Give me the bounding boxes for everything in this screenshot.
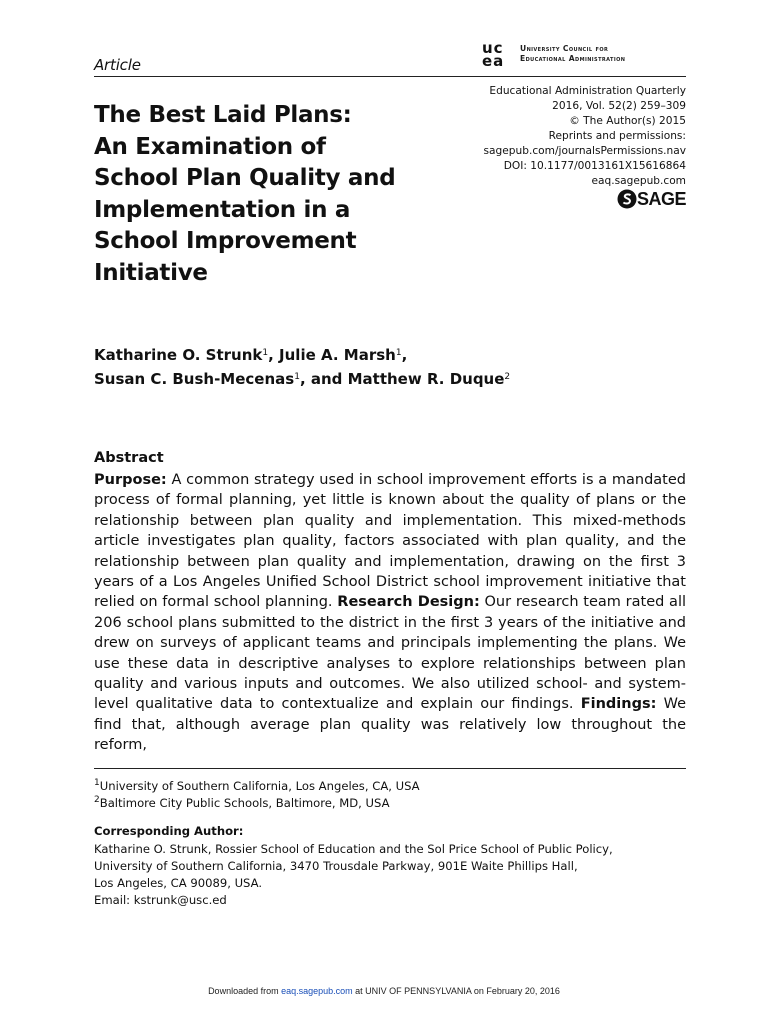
- download-notice: [0, 986, 768, 996]
- abstract-paragraph: [94, 470, 686, 756]
- download-prefix: Downloaded from: [208, 986, 282, 996]
- journal-site-link[interactable]: eaq.sagepub.com: [591, 175, 686, 187]
- title-line: Initiative: [94, 259, 208, 286]
- affiliation-text: University of Southern California, Los Angeles, CA, USA: [99, 779, 420, 793]
- affiliation-marker: 1: [294, 372, 300, 382]
- corresponding-line: Los Angeles, CA 90089, USA.: [94, 876, 263, 890]
- ucea-letters-bottom: ea: [482, 52, 505, 70]
- corresponding-author-heading: Corresponding Author:: [94, 824, 244, 838]
- ucea-logo-letters: [482, 39, 520, 70]
- ucea-name-line1: University Council for: [520, 44, 609, 53]
- purpose-label: Purpose:: [94, 472, 167, 488]
- download-link[interactable]: eaq.sagepub.com: [281, 986, 353, 996]
- author-name: Katharine O. Strunk: [94, 346, 263, 364]
- affiliation-item: [94, 778, 686, 795]
- corresponding-line: Katharine O. Strunk, Rossier School of Education and the Sol Price School of Public Policy,: [94, 842, 613, 856]
- download-suffix: at UNIV OF PENNSYLVANIA on February 20, 2016: [352, 986, 560, 996]
- ucea-letters-top: uc: [482, 39, 504, 57]
- article-label: Article: [94, 56, 141, 74]
- abstract-heading: Abstract: [94, 450, 164, 466]
- corresponding-author-details: [94, 841, 694, 909]
- findings-text: We find that, although average plan quality was relatively low throughout the reform,: [94, 696, 686, 754]
- footnote-rule: [94, 768, 686, 769]
- title-line: The Best Laid Plans:: [94, 102, 352, 128]
- header-rule: [94, 76, 686, 77]
- journal-doi[interactable]: DOI: 10.1177/0013161X15616864: [503, 160, 686, 172]
- design-text: Our research team rated all 206 school plans submitted to the district in the first 3 years of the initiative and drew on surveys of applicant teams and principals implementing the plans. We use these data in descriptive analyses to explore relationships between plan quality and various inputs and outcomes. We also utilized school- and system-level qualitative data to contextualize and explain our findings.: [94, 594, 687, 713]
- author-separator: ,: [401, 346, 408, 364]
- ucea-name: [520, 44, 700, 64]
- corresponding-email[interactable]: Email: kstrunk@usc.ed: [94, 893, 227, 907]
- author-name: , and Matthew R. Duque: [299, 370, 505, 388]
- abstract-body: [94, 470, 686, 756]
- title-line: An Examination of: [94, 133, 326, 160]
- sage-logo: [617, 188, 686, 210]
- author-name: , Julie A. Marsh: [268, 346, 396, 364]
- affiliation-marker: 1: [262, 348, 269, 358]
- author-line-2: [94, 367, 694, 391]
- design-label: Research Design:: [337, 594, 480, 611]
- journal-permissions-link[interactable]: sagepub.com/journalsPermissions.nav: [483, 145, 686, 157]
- purpose-text: A common strategy used in school improvement efforts is a mandated process of formal planning, yet little is known about the quality of plans or the relationship between plan quality and implementation. This mixed-methods article investigates plan quality, factors associated with plan quality, and the relationship between plan quality and implementation, drawing on the first 3 years of a Los Angeles Unified School District school improvement initiative that relied on formal school planning.: [94, 472, 686, 611]
- affiliation-list: [94, 778, 686, 812]
- title-line: School Plan Quality and: [94, 165, 396, 191]
- journal-volume: 2016, Vol. 52(2) 259–309: [552, 100, 686, 112]
- affiliation-marker: 2: [94, 795, 100, 805]
- ucea-logo: [482, 39, 692, 70]
- title-line: School Improvement: [94, 228, 357, 254]
- ucea-name-line2: Educational Administration: [520, 54, 626, 63]
- journal-name: Educational Administration Quarterly: [489, 85, 686, 97]
- title-line: Implementation in a: [94, 196, 351, 223]
- affiliation-marker: 2: [504, 372, 511, 382]
- affiliation-marker: 1: [395, 348, 402, 358]
- affiliation-item: [94, 795, 686, 812]
- sage-mark-icon: [617, 189, 637, 209]
- corresponding-line: University of Southern California, 3470 Trousdale Parkway, 901E Waite Phillips Hall,: [94, 859, 578, 873]
- author-name: Susan C. Bush-Mecenas: [94, 370, 295, 388]
- journal-copyright: © The Author(s) 2015: [569, 115, 686, 127]
- author-list: [94, 343, 694, 391]
- author-line-1: [94, 343, 694, 367]
- affiliation-text: Baltimore City Public Schools, Baltimore, MD, USA: [99, 796, 390, 810]
- affiliation-marker: 1: [94, 778, 100, 788]
- findings-label: Findings:: [580, 696, 657, 713]
- article-title: [94, 100, 454, 289]
- journal-reprints: Reprints and permissions:: [548, 130, 686, 142]
- sage-logo-text: SAGE: [636, 188, 686, 209]
